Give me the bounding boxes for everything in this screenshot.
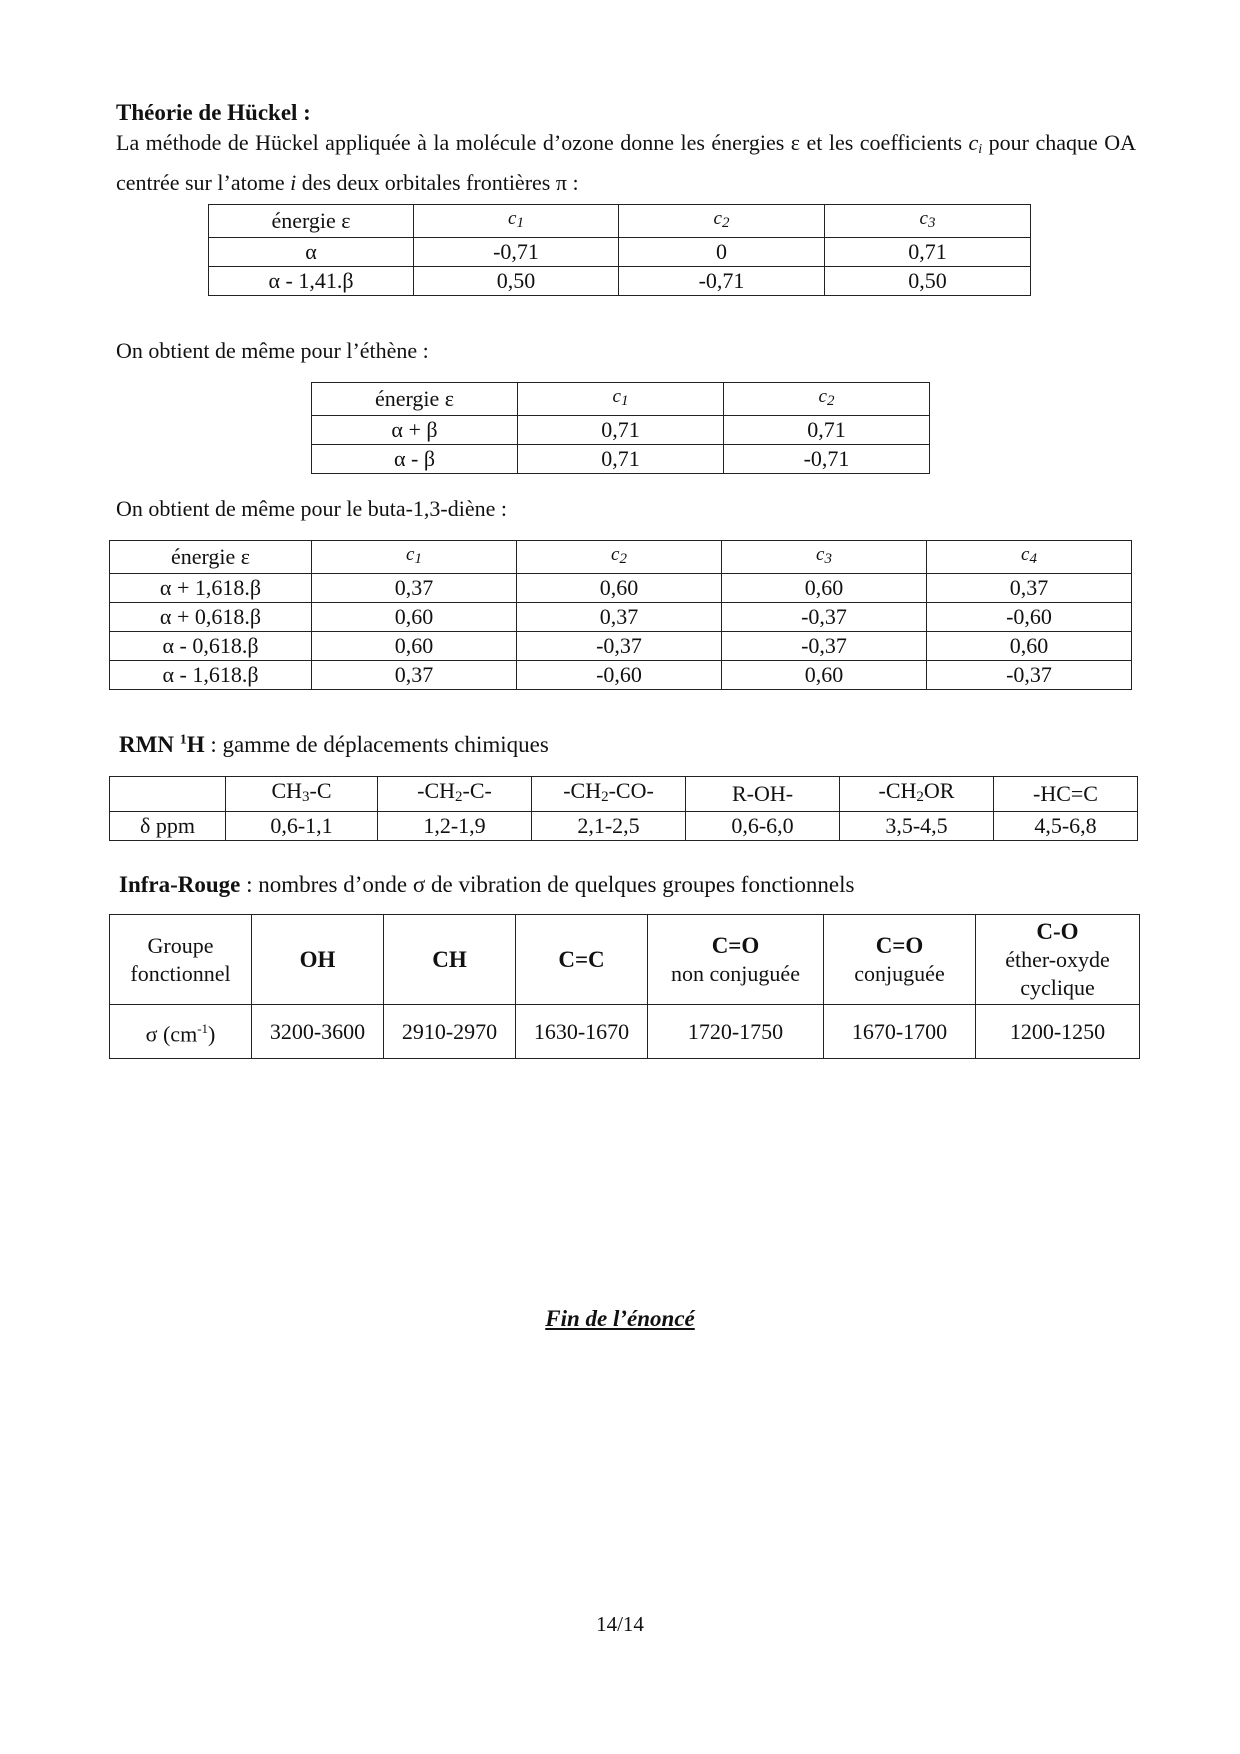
coef-cell: 0 xyxy=(619,238,825,267)
rmn-group-cell: $-CH_2OR$ xyxy=(840,777,994,812)
ir-group-desc: conjuguée xyxy=(854,960,945,986)
ir-group-label: Groupe fonctionnel xyxy=(110,915,252,1005)
rmn-group-cell: -HC=C xyxy=(994,777,1138,812)
coef-cell: 0,50 xyxy=(825,267,1031,296)
energy-cell: α + β xyxy=(312,416,518,445)
coef-cell: 0,60 xyxy=(927,632,1132,661)
ir-group-cell xyxy=(824,915,976,1005)
coef-cell: 0,71 xyxy=(724,416,930,445)
huckel-intro: La méthode de Hückel appliquée à la molécule d’ozone donne les énergies ε et les coefficients $c_i$ pour chaque OA centrée sur l’atome i des deux orbitales frontières π : xyxy=(116,130,1136,195)
rmn-value-cell: 3,5-4,5 xyxy=(840,812,994,841)
end-of-statement: Fin de l’énoncé xyxy=(545,1306,695,1331)
table-row xyxy=(110,603,1132,632)
energy-cell: α + 1,618.β xyxy=(110,574,312,603)
coef-header-cell xyxy=(414,205,619,238)
coef-cell: 0,60 xyxy=(722,574,927,603)
coef-cell: 0,71 xyxy=(518,416,724,445)
ir-group-name: OH xyxy=(299,946,336,972)
ir-value-cell: 1720-1750 xyxy=(648,1005,824,1059)
header-text: $c_2$ xyxy=(713,208,730,231)
ir-value-cell: 3200-3600 xyxy=(252,1005,384,1059)
coef-cell: -0,37 xyxy=(722,632,927,661)
ir-group-desc: éther-oxyde xyxy=(1005,946,1110,972)
header-text: $c_1$ xyxy=(406,544,422,567)
ir-value-cell: 2910-2970 xyxy=(384,1005,516,1059)
coef-header-cell xyxy=(619,205,825,238)
page-number: 14/14 xyxy=(596,1612,644,1636)
coef-header-cell xyxy=(722,541,927,574)
coef-cell: 0,37 xyxy=(312,661,517,690)
coef-header-cell xyxy=(312,541,517,574)
butadiene-intro: On obtient de même pour le buta-1,3-diène : xyxy=(116,496,507,521)
table-row xyxy=(209,238,1031,267)
header-text: $c_2$ xyxy=(818,386,835,409)
rmn-corner-cell xyxy=(110,777,226,812)
energy-cell: α - 1,618.β xyxy=(110,661,312,690)
ir-group-desc2: cyclique xyxy=(1020,974,1095,1000)
ir-group-desc: non conjuguée xyxy=(671,960,800,986)
rmn-group-cell: R-OH- xyxy=(686,777,840,812)
ir-value-cell: 1630-1670 xyxy=(516,1005,648,1059)
coef-cell: -0,71 xyxy=(619,267,825,296)
ethene-table xyxy=(311,382,930,474)
coef-cell: 0,71 xyxy=(518,445,724,474)
table-row xyxy=(110,574,1132,603)
ir-group-cell xyxy=(252,915,384,1005)
rmn-value-cell: 1,2-1,9 xyxy=(378,812,532,841)
ir-group-cell xyxy=(648,915,824,1005)
ozone-table xyxy=(208,204,1031,296)
ir-group-cell xyxy=(384,915,516,1005)
header-text: énergie ε xyxy=(271,208,351,233)
coef-header-cell xyxy=(518,383,724,416)
rmn-value-cell: 4,5-6,8 xyxy=(994,812,1138,841)
ir-group-name: CH xyxy=(432,946,467,972)
coef-cell: -0,37 xyxy=(927,661,1132,690)
ir-group-name: C=C xyxy=(558,946,605,972)
rmn-value-cell: 0,6-6,0 xyxy=(686,812,840,841)
rmn-table xyxy=(109,776,1138,841)
coef-cell: -0,71 xyxy=(724,445,930,474)
coef-cell: -0,37 xyxy=(517,632,722,661)
header-text: $c_4$ xyxy=(1021,544,1037,567)
coef-cell: 0,37 xyxy=(312,574,517,603)
header-text: énergie ε xyxy=(170,544,251,569)
header-text: $c_3$ xyxy=(919,208,936,231)
coef-header-cell xyxy=(517,541,722,574)
ir-row-label: σ $(cm^{-1})$ xyxy=(110,1005,252,1059)
coef-header-cell xyxy=(209,205,414,238)
rmn-group-cell: $-CH_2-CO-$ xyxy=(532,777,686,812)
coef-cell: 0,37 xyxy=(517,603,722,632)
table-row xyxy=(312,445,930,474)
header-text: $c_2$ xyxy=(611,544,627,567)
coef-cell: 0,71 xyxy=(825,238,1031,267)
ir-group-cell xyxy=(976,915,1140,1005)
table-row xyxy=(110,632,1132,661)
table-row xyxy=(110,661,1132,690)
rmn-group-cell: $-CH_2-C-$ xyxy=(378,777,532,812)
coef-header-cell xyxy=(110,541,312,574)
coef-cell: 0,60 xyxy=(517,574,722,603)
ir-value-cell: 1670-1700 xyxy=(824,1005,976,1059)
header-text: $c_3$ xyxy=(816,544,832,567)
coef-header-cell xyxy=(825,205,1031,238)
coef-cell: 0,60 xyxy=(722,661,927,690)
ir-table xyxy=(109,914,1140,1059)
ir-group-name: C=O xyxy=(875,932,924,958)
energy-cell: α + 0,618.β xyxy=(110,603,312,632)
coef-header-cell xyxy=(927,541,1132,574)
rmn-row-label: δ ppm xyxy=(110,812,226,841)
huckel-title: Théorie de Hückel : xyxy=(116,100,311,125)
ir-title: Infra-Rouge : nombres d’onde σ de vibration de quelques groupes fonctionnels xyxy=(119,872,855,897)
header-text: $c_1$ xyxy=(508,208,524,231)
coef-cell: -0,60 xyxy=(927,603,1132,632)
rmn-value-cell: 2,1-2,5 xyxy=(532,812,686,841)
table-row xyxy=(312,416,930,445)
rmn-group-cell: $CH_3-C$ xyxy=(226,777,378,812)
coef-header-cell xyxy=(724,383,930,416)
coef-cell: 0,60 xyxy=(312,603,517,632)
header-text: énergie ε xyxy=(374,386,455,411)
coef-cell: 0,37 xyxy=(927,574,1132,603)
coef-cell: -0,60 xyxy=(517,661,722,690)
table-row xyxy=(209,267,1031,296)
coef-cell: -0,37 xyxy=(722,603,927,632)
energy-cell: α - 0,618.β xyxy=(110,632,312,661)
energy-cell: α xyxy=(209,238,414,267)
ethene-intro: On obtient de même pour l’éthène : xyxy=(116,338,429,363)
rmn-value-cell: 0,6-1,1 xyxy=(226,812,378,841)
energy-cell: α - β xyxy=(312,445,518,474)
coef-cell: 0,50 xyxy=(414,267,619,296)
coef-cell: -0,71 xyxy=(414,238,619,267)
coef-header-cell xyxy=(312,383,518,416)
coef-cell: 0,60 xyxy=(312,632,517,661)
energy-cell: α - 1,41.β xyxy=(209,267,414,296)
ir-group-name: C=O xyxy=(711,932,760,958)
ir-value-cell: 1200-1250 xyxy=(976,1005,1140,1059)
rmn-title: RMN $^1$H : gamme de déplacements chimiques xyxy=(119,732,549,757)
header-text: $c_1$ xyxy=(612,386,629,409)
ir-group-name: C-O xyxy=(1036,918,1079,944)
butadiene-table xyxy=(109,540,1132,690)
ir-group-cell xyxy=(516,915,648,1005)
